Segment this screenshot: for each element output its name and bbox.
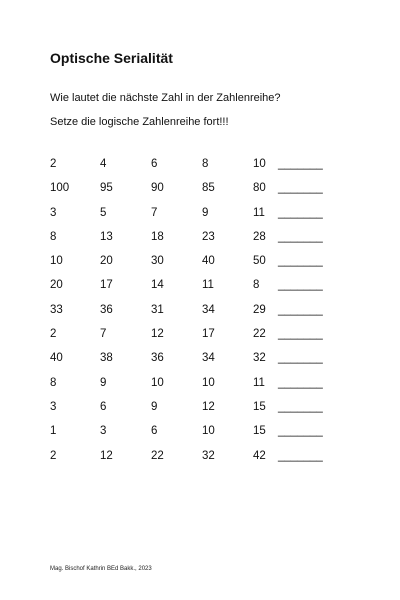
series-number: 7: [151, 206, 158, 219]
series-row: [50, 279, 350, 303]
series-number: 8: [253, 279, 260, 292]
answer-blank: _______: [278, 279, 323, 292]
series-number: 10: [151, 376, 164, 389]
series-number: 30: [151, 255, 164, 268]
series-number: 9: [151, 400, 158, 413]
series-number: 20: [50, 279, 63, 292]
answer-blank: _______: [278, 158, 323, 170]
answer-blank: _______: [278, 449, 323, 462]
series-number: 32: [202, 449, 215, 462]
series-number: 42: [253, 449, 266, 462]
series-row: [50, 328, 350, 352]
series-number: 15: [253, 400, 266, 413]
series-number: 3: [50, 400, 57, 413]
answer-blank: _______: [278, 400, 323, 413]
series-row: [50, 450, 350, 474]
series-number: 6: [100, 400, 107, 413]
series-number: 11: [202, 279, 214, 292]
series-number: 10: [253, 158, 266, 170]
series-row: [50, 401, 350, 425]
answer-blank: _______: [278, 230, 323, 243]
series-number: 7: [100, 328, 107, 341]
series-number: 3: [100, 425, 107, 438]
answer-blank: _______: [278, 182, 323, 195]
instruction-task: Setze die logische Zahlenreihe fort!!!: [50, 116, 229, 128]
answer-blank: _______: [278, 328, 323, 341]
series-number: 8: [50, 376, 57, 389]
series-number: 17: [202, 328, 215, 341]
series-number: 31: [151, 303, 164, 316]
answer-blank: _______: [278, 303, 323, 316]
series-number: 33: [50, 303, 63, 316]
series-number: 36: [151, 352, 164, 365]
series-row: [50, 231, 350, 255]
series-number: 2: [50, 449, 57, 462]
series-number: 18: [151, 230, 164, 243]
series-number: 100: [50, 182, 70, 195]
answer-blank: _______: [278, 352, 323, 365]
series-number: 23: [202, 230, 215, 243]
series-number: 22: [253, 328, 266, 341]
series-number: 80: [253, 182, 266, 195]
series-row: [50, 207, 350, 231]
series-row: [50, 182, 350, 206]
series-number: 38: [100, 352, 113, 365]
series-number: 14: [151, 279, 164, 292]
series-number: 12: [151, 328, 164, 341]
series-number: 2: [50, 158, 57, 170]
series-row: [50, 304, 350, 328]
series-number: 2: [50, 328, 57, 341]
series-number: 13: [100, 230, 113, 243]
author-footer: Mag. Bischof Kathrin BEd Bakk., 2023: [50, 566, 152, 572]
series-number: 10: [50, 255, 63, 268]
series-number: 12: [202, 400, 215, 413]
series-number: 8: [202, 158, 209, 170]
series-number: 1: [50, 425, 57, 438]
series-row: [50, 377, 350, 401]
series-row: [50, 352, 350, 376]
series-number: 32: [253, 352, 266, 365]
series-number: 40: [50, 352, 63, 365]
series-number: 6: [151, 158, 158, 170]
series-number: 29: [253, 303, 266, 316]
series-number: 20: [100, 255, 113, 268]
series-number: 95: [100, 182, 113, 195]
series-number: 5: [100, 206, 107, 219]
series-number: 34: [202, 352, 215, 365]
series-row: [50, 255, 350, 279]
series-number: 11: [253, 206, 265, 219]
series-number: 17: [100, 279, 113, 292]
page-title: Optische Serialität: [50, 50, 173, 66]
series-number: 6: [151, 425, 158, 438]
series-number: 15: [253, 425, 266, 438]
series-number: 28: [253, 230, 266, 243]
series-number: 85: [202, 182, 215, 195]
answer-blank: _______: [278, 376, 323, 389]
series-number: 12: [100, 449, 113, 462]
series-row: [50, 425, 350, 449]
series-number: 40: [202, 255, 215, 268]
series-number: 34: [202, 303, 215, 316]
answer-blank: _______: [278, 206, 323, 219]
answer-blank: _______: [278, 425, 323, 438]
series-number: 3: [50, 206, 57, 219]
series-number: 9: [100, 376, 107, 389]
series-number: 8: [50, 230, 57, 243]
number-series-list: [50, 158, 350, 474]
series-number: 4: [100, 158, 107, 170]
series-number: 36: [100, 303, 113, 316]
answer-blank: _______: [278, 255, 323, 268]
series-number: 22: [151, 449, 164, 462]
series-number: 11: [253, 376, 265, 389]
series-number: 10: [202, 425, 215, 438]
instruction-question: Wie lautet die nächste Zahl in der Zahlenreihe?: [50, 92, 281, 104]
series-number: 50: [253, 255, 266, 268]
series-row: [50, 158, 350, 182]
series-number: 10: [202, 376, 215, 389]
series-number: 9: [202, 206, 209, 219]
series-number: 90: [151, 182, 164, 195]
